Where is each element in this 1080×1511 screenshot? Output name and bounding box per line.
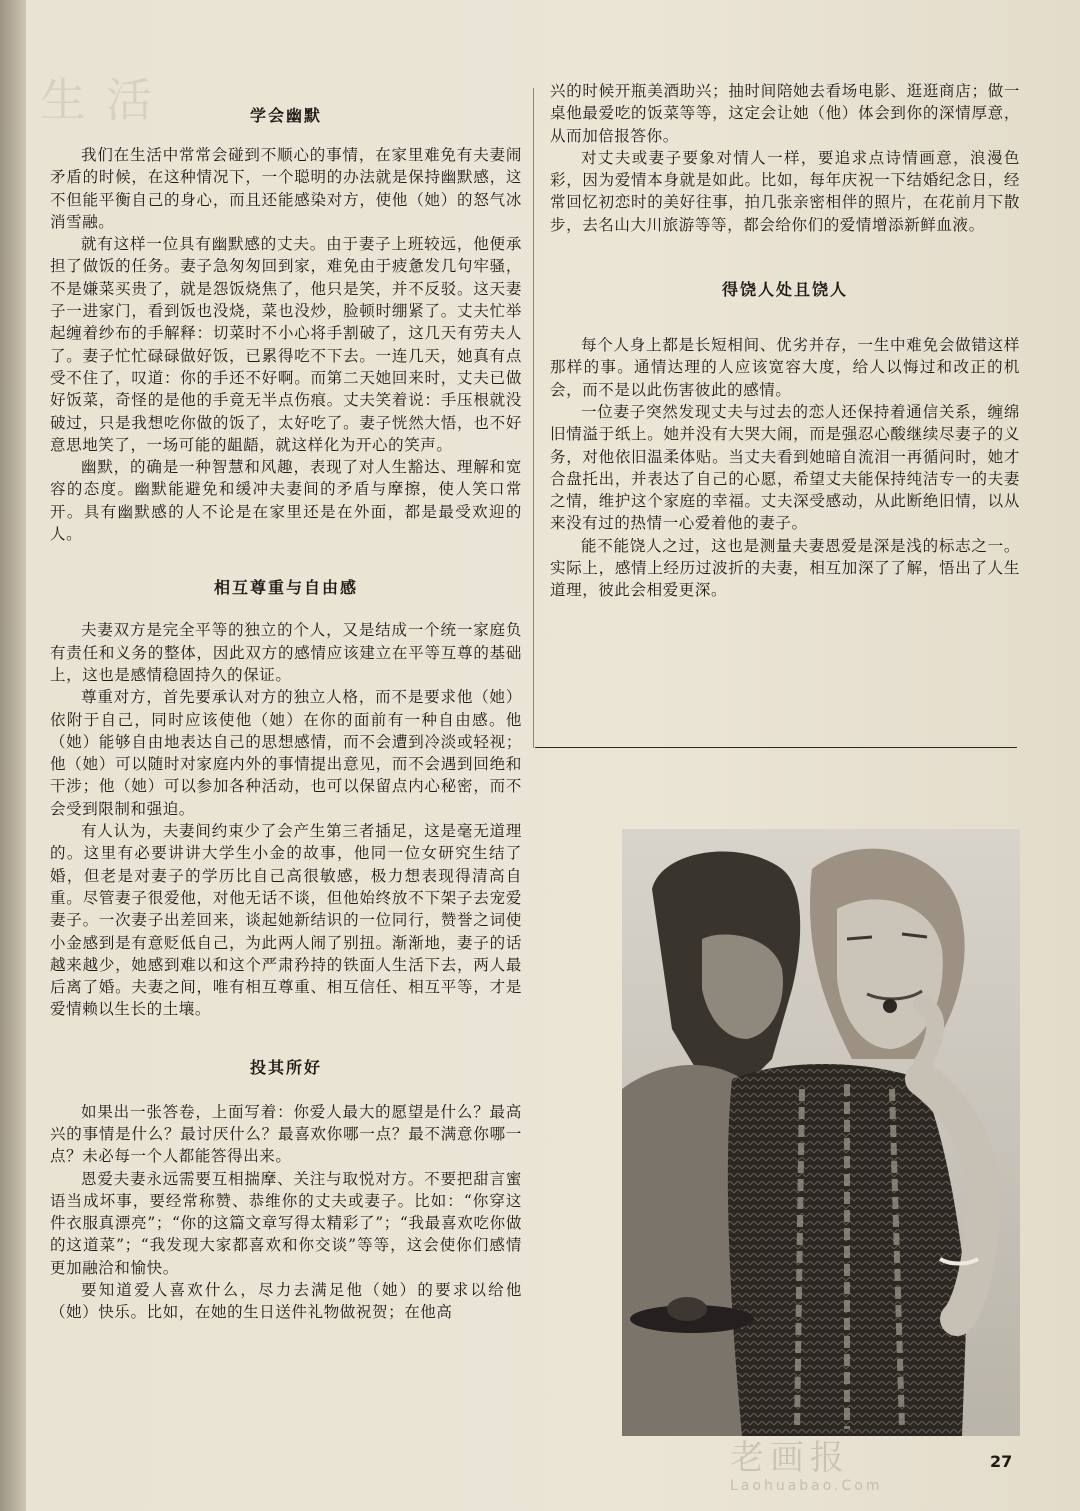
watermark: [730, 1438, 950, 1498]
page-number: 27: [990, 1452, 1013, 1471]
paragraph: 夫妻双方是完全平等的独立的个人，又是结成一个统一家庭负有责任和义务的整体，因此双方的感情应该建立在平等互尊的基础上，这也是感情稳固持久的保证。: [50, 621, 522, 684]
paragraph: 一位妻子突然发现丈夫与过去的恋人还保持着通信关系，缠绵旧情溢于纸上。她并没有大哭大闹，而是强忍心酸继续尽妻子的义务，对他依旧温柔体贴。当丈夫看到她暗自流泪一再循问时，她才合盘托出，并表达了自己的心愿，希望丈夫能保持纯洁专一的夫妻之情，维护这个家庭的幸福。丈夫深受感动，从此断绝旧情，以从来没有过的热情一心爱着他的妻子。: [550, 402, 1020, 533]
section-title-humor: 学会幽默: [249, 106, 322, 125]
watermark-url: Laohuabao.Com: [730, 1478, 883, 1494]
paragraph: 就有这样一位具有幽默感的丈夫。由于妻子上班较远，他便承担了做饭的任务。妻子急匆匆回到家，难免由于疲惫发几句牢骚，不是嫌菜买贵了，就是怨饭烧焦了，他只是笑，并不反驳。这天妻子一进家门，看到饭也没烧，菜也没炒，脸顿时绷紧了。丈夫忙举起缠着纱布的手解释：切菜时不小心将手割破了，这几天有劳夫人了。妻子忙忙碌碌做好饭，已累得吃不下去。一连几天，她真有点受不住了，叹道：你的手还不好啊。而第二天她回来时，丈夫已做好饭菜，奇怪的是他的手竟无半点伤痕。丈夫笑着说：手压根就没破过，只是我想吃你做的饭了，太好吃了。妻子恍然大悟，也不好意思地笑了，一场可能的龃龉，就这样化为开心的笑声。: [50, 235, 522, 454]
paragraph: 尊重对方，首先要承认对方的独立人格，而不是要求他（她）依附于自己，同时应该使他（她）在你的面前有一种自由感。他（她）能够自由地表达自己的思想感情，而不会遭到冷淡或轻视；他（她）可以随时对家庭内外的事情提出意见，而不会遇到回绝和干涉；他（她）可以参加各种活动，也可以保留点内心秘密，而不会受到限制和强迫。: [50, 688, 522, 818]
couple-photo: [622, 829, 1020, 1436]
paragraph: 要知道爱人喜欢什么，尽力去满足他（她）的要求以给他（她）快乐。比如，在她的生日送件礼物做祝贺；在他高: [50, 1281, 522, 1322]
paragraph: 有人认为，夫妻间约束少了会产生第三者插足，这是毫无道理的。这里有必要讲讲大学生小金的故事，他同一位女研究生结了婚，但老是对妻子的学历比自己高很敏感，极力想表现得清高自重。尽管妻子很爱他，对他无话不谈，但他始终放不下架子去宠爱妻子。一次妻子出差回来，谈起她新结识的一位同行，赞誉之词使小金感到是有意贬低自己，为此两人闹了别扭。渐渐地，妻子的话越来越少，她感到难以和这个严肃矜持的铁面人生活下去，两人最后离了婚。夫妻之间，唯有相互尊重、相互信任、相互平等，才是爱情赖以生长的土壤。: [50, 822, 522, 1019]
watermark-logo: 老画报: [730, 1438, 850, 1478]
section-title-please: 投其所好: [249, 1057, 322, 1077]
paragraph: 能不能饶人之过，这也是测量夫妻恩爱是深是浅的标志之一。实际上，感情上经历过波折的夫妻，相互加深了了解，悟出了人生道理，彼此会相爱更深。: [550, 536, 1020, 600]
paragraph: 每个人身上都是长短相间、优劣并存，一生中难免会做错这样那样的事。通情达理的人应该宽容大度，给人以悔过和改正的机会，而不是以此伤害彼此的感情。: [550, 336, 1020, 399]
paragraph-continued: 兴的时候开瓶美酒助兴；抽时间陪她去看场电影、逛逛商店；做一桌他最爱吃的饭菜等等，这定会让她（他）体会到你的深情厚意，从而加倍报答你。: [550, 82, 1020, 145]
faded-show-through-text: 生活: [40, 73, 172, 127]
left-column: [50, 100, 522, 1324]
section-title-forgive: 得饶人处且饶人: [721, 280, 848, 300]
paragraph: 恩爱夫妻永远需要互相揣摩、关注与取悦对方。不要把甜言蜜语当成坏事，要经常称赞、恭维你的丈夫或妻子。比如：“你穿这件衣服真漂亮”；“你的这篇文章写得太精彩了”；“我最喜欢吃你做的这道菜”；“我发现大家都喜欢和你交谈”等等，这会使你们感情更加融洽和愉快。: [50, 1169, 522, 1277]
column-divider: [533, 88, 534, 748]
paragraph: 幽默，的确是一种智慧和风趣，表现了对人生豁达、理解和宽容的态度。幽默能避免和缓冲夫妻间的矛盾与摩擦，使人笑口常开。具有幽默感的人不论是在家里还是在外面，都是最受欢迎的人。: [50, 458, 522, 544]
section-title-respect: 相互尊重与自由感: [213, 578, 358, 598]
section-divider-line: [535, 747, 1017, 748]
paragraph: 我们在生活中常常会碰到不顺心的事情，在家里难免有夫妻闹矛盾的时候，在这种情况下，一个聪明的办法就是保持幽默感，这不但能平衡自己的身心，而且还能感染对方，使他（她）的怒气冰消雪融。: [50, 146, 522, 231]
paragraph: 对丈夫或妻子要象对情人一样，要追求点诗情画意，浪漫色彩，因为爱情本身就是如此。比如，每年庆祝一下结婚纪念日，经常回忆初恋时的美好往事，拍几张亲密相伴的照片，在花前月下散步，去名山大川旅游等等，都会给你们的爱情增添新鲜血液。: [550, 148, 1020, 234]
couple-photo-illustration: [622, 829, 1020, 1436]
paragraph: 如果出一张答卷，上面写着：你爱人最大的愿望是什么？最高兴的事情是什么？最讨厌什么？最喜欢你哪一点？最不满意你哪一点？未必每一个人都能答得出来。: [50, 1102, 522, 1166]
right-column: [550, 80, 1020, 602]
page-spine-shadow: [0, 0, 26, 1511]
